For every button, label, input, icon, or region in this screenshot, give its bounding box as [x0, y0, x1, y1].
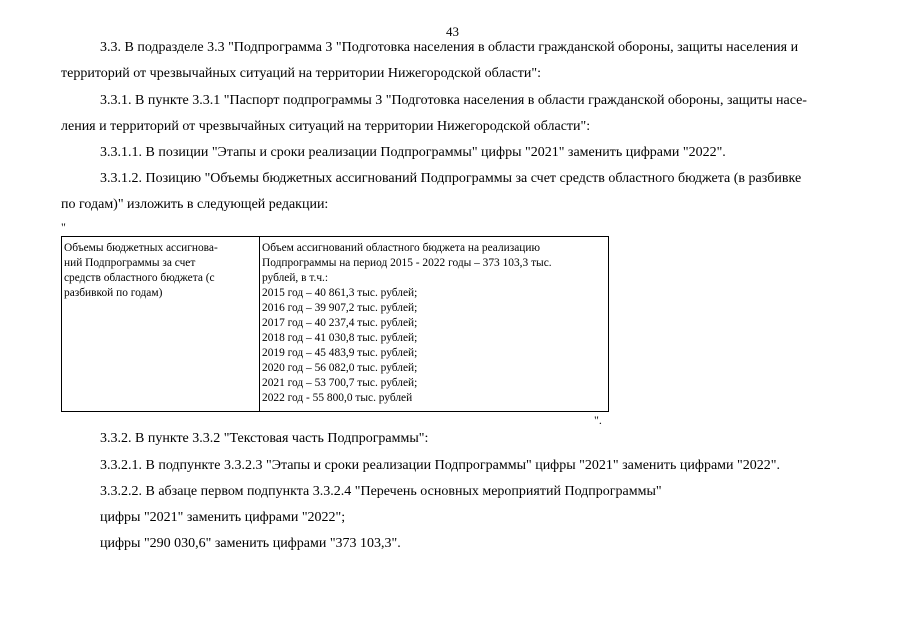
paragraph-3-3-2: 3.3.2. В пункте 3.3.2 "Текстовая часть Подпрограммы":: [100, 431, 429, 446]
paragraph-3-3-1-2-line-1: 3.3.1.2. Позицию "Объемы бюджетных ассигнований Подпрограммы за счет средств областного бюджета (в разбивке: [100, 171, 802, 186]
table-year-line-2021: 2021 год – 53 700,7 тыс. рублей;: [262, 377, 418, 389]
table-year-line-2019: 2019 год – 45 483,9 тыс. рублей;: [262, 347, 418, 359]
table-cell-label: [62, 237, 260, 412]
table-year-line-2015: 2015 год – 40 861,3 тыс. рублей;: [262, 287, 418, 299]
table-label-line: разбивкой по годам): [64, 287, 163, 299]
paragraph-digits-2021: цифры "2021" заменить цифрами "2022";: [100, 510, 346, 525]
paragraph-3-3-2-1: 3.3.2.1. В подпункте 3.3.2.3 "Этапы и сроки реализации Подпрограммы" цифры "2021" заменить цифрами "2022".: [100, 458, 780, 473]
paragraph-3-3-1-line-1: 3.3.1. В пункте 3.3.1 "Паспорт подпрограммы 3 "Подготовка населения в области гражданской обороны, защиты насе-: [100, 93, 807, 108]
paragraph-3-3-2-2: 3.3.2.2. В абзаце первом подпункта 3.3.2.4 "Перечень основных мероприятий Подпрограммы": [100, 484, 662, 499]
budget-table: [61, 236, 609, 412]
paragraph-3-3-1-line-2: ления и территорий от чрезвычайных ситуаций на территории Нижегородской области":: [61, 119, 591, 134]
paragraph-3-3-1-2-line-2: по годам)" изложить в следующей редакции:: [61, 197, 329, 212]
paragraph-3-3-line-1: 3.3. В подразделе 3.3 "Подпрограмма 3 "Подготовка населения в области гражданской обороны, защиты населения и: [100, 40, 799, 55]
paragraph-3-3-1-1: 3.3.1.1. В позиции "Этапы и сроки реализации Подпрограммы" цифры "2021" заменить цифрами "2022".: [100, 145, 726, 160]
table-year-line-2017: 2017 год – 40 237,4 тыс. рублей;: [262, 317, 418, 329]
table-value-line: Объем ассигнований областного бюджета на реализацию: [262, 242, 540, 254]
table-label-line: ний Подпрограммы за счет: [64, 257, 196, 269]
table-year-line-2016: 2016 год – 39 907,2 тыс. рублей;: [262, 302, 418, 314]
table-cell-values: [260, 237, 609, 412]
paragraph-3-3-line-2: территорий от чрезвычайных ситуаций на территории Нижегородской области":: [61, 66, 542, 81]
table-value-line: рублей, в т.ч.:: [262, 272, 329, 284]
table-row: [62, 237, 609, 412]
opening-quote: ": [61, 220, 66, 234]
paragraph-digits-290030: цифры "290 030,6" заменить цифрами "373 103,3".: [100, 536, 401, 551]
table-label-line: Объемы бюджетных ассигнова-: [64, 242, 218, 254]
table-year-line-2018: 2018 год – 41 030,8 тыс. рублей;: [262, 332, 418, 344]
table-label-line: средств областного бюджета (с: [64, 272, 215, 284]
table-year-line-2022: 2022 год - 55 800,0 тыс. рублей: [262, 392, 413, 404]
table-year-line-2020: 2020 год – 56 082,0 тыс. рублей;: [262, 362, 418, 374]
closing-quote: ".: [594, 413, 602, 427]
page-number: 43: [446, 24, 459, 39]
table-value-line: Подпрограммы на период 2015 - 2022 годы – 373 103,3 тыс.: [262, 257, 552, 269]
